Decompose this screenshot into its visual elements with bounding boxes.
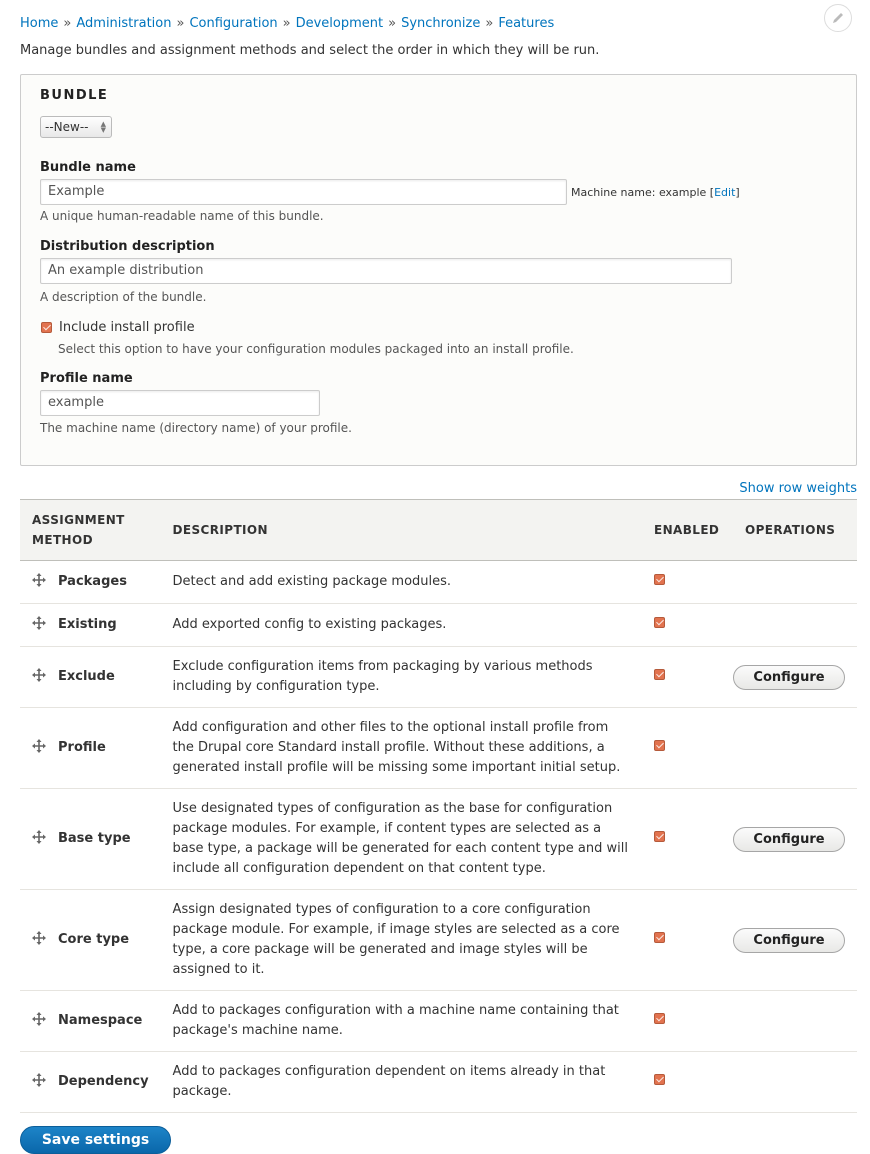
include-install-profile[interactable] xyxy=(41,320,195,335)
enabled-cell xyxy=(642,708,733,789)
operations-cell xyxy=(733,604,857,647)
distribution-description-input[interactable]: An example distribution xyxy=(40,258,732,284)
header-operations: OPERATIONS xyxy=(733,500,857,561)
header-assignment-method xyxy=(20,500,161,561)
page-description: Manage bundles and assignment methods and select the order in which they will be run. xyxy=(20,43,600,58)
show-row-weights-link[interactable]: Show row weights xyxy=(739,481,857,496)
assignment-methods-table xyxy=(20,499,857,1113)
method-name: Existing xyxy=(58,617,117,632)
bundle-name-help: A unique human-readable name of this bundle. xyxy=(40,209,324,223)
machine-name-text: Machine name: example [ xyxy=(571,186,715,199)
configure-button[interactable]: Configure xyxy=(733,665,845,690)
breadcrumb-administration[interactable]: Administration xyxy=(76,16,172,31)
operations-cell xyxy=(733,890,857,991)
table-row[interactable] xyxy=(20,890,857,991)
breadcrumb-separator: » xyxy=(63,16,72,31)
breadcrumb-configuration[interactable]: Configuration xyxy=(189,16,278,31)
method-description: Assign designated types of configuration to a core configuration package module. For example, if image styles are selected as a core type, a core package will be generated and image styles will be assigned to it. xyxy=(161,890,642,991)
move-arrows-icon[interactable] xyxy=(32,1012,46,1026)
method-name: Exclude xyxy=(58,669,115,684)
method-cell xyxy=(20,561,161,604)
enabled-cell xyxy=(642,991,733,1052)
breadcrumb xyxy=(20,16,554,31)
table-header-row xyxy=(20,500,857,561)
header-enabled: ENABLED xyxy=(642,500,733,561)
operations-cell xyxy=(733,1052,857,1113)
method-description: Use designated types of configuration as the base for configuration package modules. For example, if content types are selected as a base type, a package will be generated for each content type and will include all configuration dependent on that content type. xyxy=(161,789,642,890)
enabled-checkbox[interactable] xyxy=(654,669,665,680)
method-description: Exclude configuration items from packaging by various methods including by configuration type. xyxy=(161,647,642,708)
breadcrumb-development[interactable]: Development xyxy=(295,16,384,31)
method-cell xyxy=(20,789,161,890)
enabled-checkbox[interactable] xyxy=(654,831,665,842)
enabled-cell xyxy=(642,647,733,708)
method-cell xyxy=(20,1052,161,1113)
table-row[interactable] xyxy=(20,1052,857,1113)
breadcrumb-home[interactable]: Home xyxy=(20,16,59,31)
table-row[interactable] xyxy=(20,647,857,708)
enabled-cell xyxy=(642,1052,733,1113)
method-description: Add to packages configuration dependent on items already in that package. xyxy=(161,1052,642,1113)
header-description: DESCRIPTION xyxy=(161,500,642,561)
move-arrows-icon[interactable] xyxy=(32,739,46,753)
method-cell xyxy=(20,708,161,789)
method-description: Add to packages configuration with a machine name containing that package's machine name. xyxy=(161,991,642,1052)
move-arrows-icon[interactable] xyxy=(32,830,46,844)
method-description: Detect and add existing package modules. xyxy=(161,561,642,604)
distribution-description-help: A description of the bundle. xyxy=(40,290,207,304)
table-row[interactable] xyxy=(20,604,857,647)
breadcrumb-separator: » xyxy=(388,16,397,31)
breadcrumb-separator: » xyxy=(485,16,494,31)
enabled-cell xyxy=(642,604,733,647)
move-arrows-icon[interactable] xyxy=(32,1073,46,1087)
machine-name-suffix: ] xyxy=(735,186,740,199)
method-cell xyxy=(20,647,161,708)
pencil-icon xyxy=(831,11,845,25)
operations-cell xyxy=(733,789,857,890)
method-description: Add configuration and other files to the optional install profile from the Drupal core Standard install profile. Without these additions, a generated install profile will be missing some important initial setup. xyxy=(161,708,642,789)
breadcrumb-synchronize[interactable]: Synchronize xyxy=(401,16,481,31)
bundle-select-value: --New-- xyxy=(45,120,89,134)
method-description: Add exported config to existing packages. xyxy=(161,604,642,647)
enabled-cell xyxy=(642,890,733,991)
operations-cell xyxy=(733,647,857,708)
enabled-checkbox[interactable] xyxy=(654,932,665,943)
profile-name-help: The machine name (directory name) of your profile. xyxy=(40,421,352,435)
configure-button[interactable]: Configure xyxy=(733,827,845,852)
save-settings-button[interactable]: Save settings xyxy=(20,1126,171,1154)
enabled-checkbox[interactable] xyxy=(654,617,665,628)
table-row[interactable] xyxy=(20,561,857,604)
breadcrumb-separator: » xyxy=(282,16,291,31)
method-cell xyxy=(20,890,161,991)
method-name: Base type xyxy=(58,831,131,846)
bundle-fieldset xyxy=(20,74,857,466)
include-install-profile-checkbox[interactable] xyxy=(41,322,52,333)
table-row[interactable] xyxy=(20,789,857,890)
bundle-select[interactable] xyxy=(40,116,112,138)
method-cell xyxy=(20,991,161,1052)
edit-shortcut-button[interactable] xyxy=(824,4,852,32)
bundle-name-input[interactable]: Example xyxy=(40,179,567,205)
enabled-checkbox[interactable] xyxy=(654,1074,665,1085)
table-row[interactable] xyxy=(20,991,857,1052)
bundle-title: BUNDLE xyxy=(40,88,109,103)
profile-name-label: Profile name xyxy=(40,371,133,386)
method-name: Namespace xyxy=(58,1013,143,1028)
method-name: Dependency xyxy=(58,1074,149,1089)
breadcrumb-separator: » xyxy=(176,16,185,31)
move-arrows-icon[interactable] xyxy=(32,573,46,587)
method-name: Profile xyxy=(58,740,106,755)
configure-button[interactable]: Configure xyxy=(733,928,845,953)
distribution-description-label: Distribution description xyxy=(40,239,215,254)
enabled-checkbox[interactable] xyxy=(654,740,665,751)
breadcrumb-features[interactable]: Features xyxy=(498,16,555,31)
machine-name-edit-link[interactable]: Edit xyxy=(714,186,736,199)
move-arrows-icon[interactable] xyxy=(32,931,46,945)
enabled-cell xyxy=(642,789,733,890)
method-cell xyxy=(20,604,161,647)
machine-name xyxy=(571,186,740,199)
method-name: Packages xyxy=(58,574,127,589)
bundle-name-label: Bundle name xyxy=(40,160,136,175)
method-name: Core type xyxy=(58,932,130,947)
include-install-profile-help: Select this option to have your configuration modules packaged into an install profile. xyxy=(58,342,574,356)
enabled-checkbox[interactable] xyxy=(654,574,665,585)
include-install-profile-label: Include install profile xyxy=(59,320,195,335)
move-arrows-icon[interactable] xyxy=(32,616,46,630)
operations-cell xyxy=(733,991,857,1052)
header-method-line1: ASSIGNMENT xyxy=(32,513,125,527)
profile-name-input[interactable]: example xyxy=(40,390,320,416)
operations-cell xyxy=(733,561,857,604)
table-row[interactable] xyxy=(20,708,857,789)
operations-cell xyxy=(733,708,857,789)
select-arrows-icon: ▲ ▼ xyxy=(100,120,106,134)
enabled-checkbox[interactable] xyxy=(654,1013,665,1024)
move-arrows-icon[interactable] xyxy=(32,668,46,682)
header-method-line2: METHOD xyxy=(32,533,93,547)
enabled-cell xyxy=(642,561,733,604)
